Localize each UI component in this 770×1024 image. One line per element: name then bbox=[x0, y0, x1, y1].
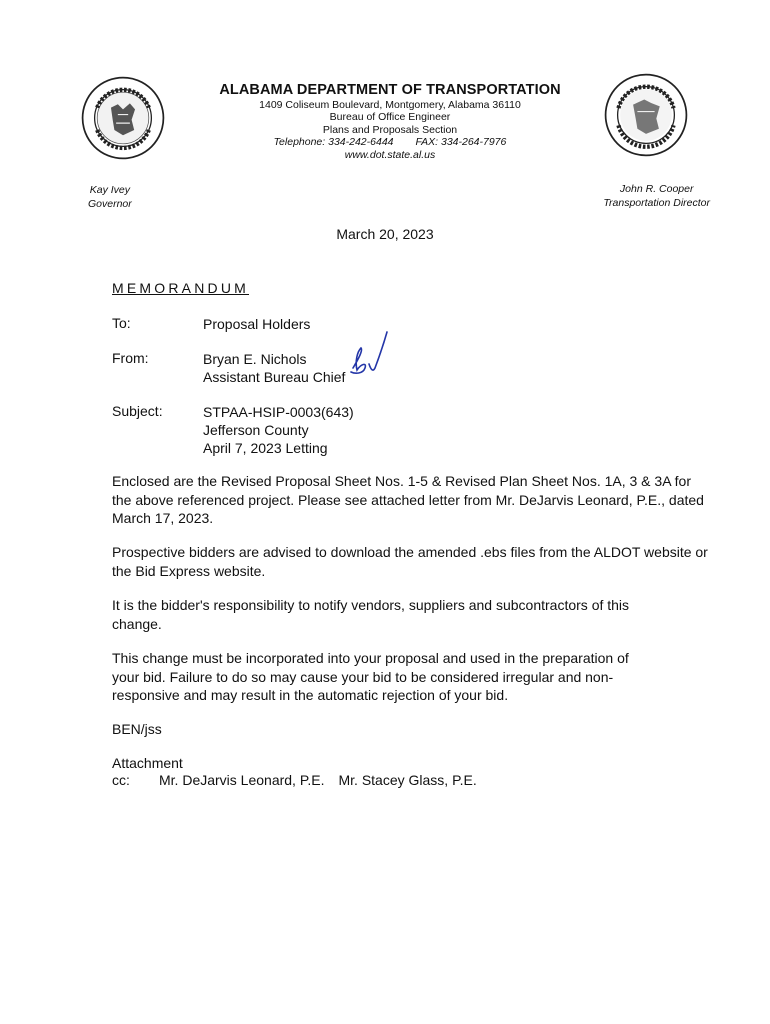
to-value: Proposal Holders bbox=[203, 316, 311, 332]
from-name: Bryan E. Nichols bbox=[203, 351, 307, 367]
from-title: Assistant Bureau Chief bbox=[203, 369, 346, 385]
contact-line bbox=[175, 136, 605, 148]
memo-date: March 20, 2023 bbox=[336, 226, 434, 242]
telephone-number: Telephone: 334-242-6444 bbox=[273, 136, 394, 149]
cc-recipient-1: Mr. DeJarvis Leonard, P.E. bbox=[159, 772, 325, 788]
director-title: Transportation Director bbox=[603, 196, 710, 209]
director-name: John R. Cooper bbox=[619, 183, 694, 195]
subject-label: Subject: bbox=[112, 403, 163, 419]
director-block bbox=[603, 183, 710, 210]
governor-title: Governor bbox=[88, 197, 132, 210]
org-name: ALABAMA DEPARTMENT OF TRANSPORTATION bbox=[219, 82, 561, 98]
great-seal-of-alabama-logo bbox=[80, 75, 166, 161]
subject-letting: April 7, 2023 Letting bbox=[203, 440, 328, 456]
attachment-label: Attachment bbox=[112, 755, 183, 771]
from-label: From: bbox=[112, 350, 149, 366]
body-paragraph-4: This change must be incorporated into your proposal and used in the preparation of your bid. Failure to do so may cause your bid to be considered irregular and non-responsive and may result in the automatic rejection of your bid. bbox=[112, 650, 629, 703]
initials: BEN/jss bbox=[112, 721, 162, 737]
subject-block bbox=[203, 403, 354, 457]
signature-initials bbox=[345, 328, 395, 384]
org-address: 1409 Coliseum Boulevard, Montgomery, Alabama 36110 bbox=[259, 99, 521, 112]
bureau-name: Bureau of Office Engineer bbox=[329, 111, 451, 124]
website-url: www.dot.state.al.us bbox=[344, 148, 436, 161]
governor-block bbox=[88, 184, 132, 211]
subject-county: Jefferson County bbox=[203, 422, 309, 438]
from-block bbox=[203, 350, 345, 386]
body-paragraph-3: It is the bidder's responsibility to notify vendors, suppliers and subcontractors of this change. bbox=[112, 597, 630, 632]
subject-project-number: STPAA-HSIP-0003(643) bbox=[203, 404, 354, 420]
section-name: Plans and Proposals Section bbox=[322, 123, 458, 136]
memo-title: MEMORANDUM bbox=[112, 280, 249, 296]
cc-line bbox=[112, 772, 477, 788]
body-paragraph-1: Enclosed are the Revised Proposal Sheet Nos. 1-5 & Revised Plan Sheet Nos. 1A, 3 & 3A for the above referenced project. Please see attached letter from Mr. DeJarvis Leonard, P.E., dated March 17, 2023. bbox=[112, 473, 704, 526]
aldot-seal-logo bbox=[603, 72, 689, 158]
body-paragraph-2: Prospective bidders are advised to download the amended .ebs files from the ALDOT website or the Bid Express website. bbox=[112, 544, 708, 579]
fax-number: FAX: 334-264-7976 bbox=[415, 136, 507, 149]
governor-name: Kay Ivey bbox=[89, 184, 131, 196]
letterhead bbox=[175, 82, 605, 161]
cc-label: cc: bbox=[112, 772, 130, 788]
to-label: To: bbox=[112, 315, 131, 331]
cc-recipient-2: Mr. Stacey Glass, P.E. bbox=[338, 772, 477, 788]
